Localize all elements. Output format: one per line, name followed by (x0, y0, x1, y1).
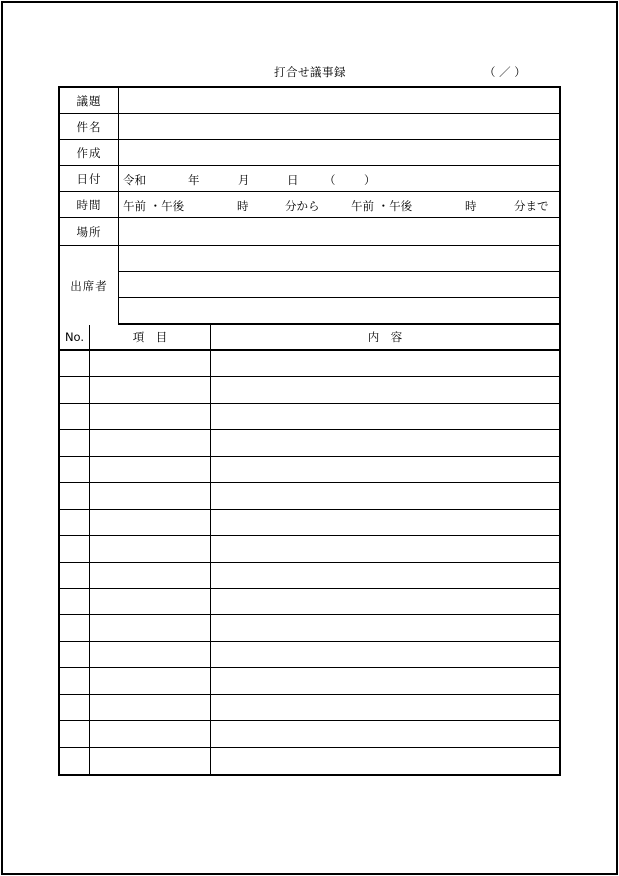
row-time (60, 192, 559, 218)
row-author (60, 140, 559, 166)
end-hour-text: 時 (465, 199, 477, 213)
table-row[interactable] (60, 721, 559, 747)
minutes-form (58, 86, 561, 776)
table-row[interactable] (60, 615, 559, 641)
row-subject (60, 114, 559, 140)
table-row[interactable] (60, 351, 559, 377)
day-text: 日 (287, 173, 299, 187)
table-row[interactable] (60, 457, 559, 483)
date-field[interactable] (119, 166, 559, 191)
column-content: 内 容 (367, 330, 403, 344)
place-label: 場所 (60, 218, 119, 245)
table-row[interactable] (60, 642, 559, 668)
attendee-line[interactable] (119, 298, 559, 325)
table-row[interactable] (60, 510, 559, 536)
month-text: 月 (238, 173, 250, 187)
weekday-open-paren: （ (324, 173, 336, 187)
column-item: 項 目 (132, 330, 168, 344)
date-label: 日付 (60, 166, 119, 191)
subject-field[interactable] (119, 114, 559, 139)
items-table-header (60, 325, 559, 351)
column-divider (210, 325, 211, 774)
author-label: 作成 (60, 140, 119, 165)
table-row[interactable] (60, 430, 559, 456)
table-row[interactable] (60, 563, 559, 589)
time-field[interactable] (119, 192, 559, 217)
attendees-label: 出席者 (60, 246, 119, 325)
place-field[interactable] (119, 218, 559, 245)
column-no: No. (64, 330, 85, 344)
topic-label: 議題 (60, 88, 119, 113)
column-divider (89, 325, 90, 774)
era-text: 令和 (123, 173, 146, 187)
table-row[interactable] (60, 748, 559, 774)
start-ampm-text: 午前 ・午後 (123, 199, 185, 213)
subject-label: 件名 (60, 114, 119, 139)
row-place (60, 218, 559, 246)
page-number: （ ／ ） (484, 65, 526, 79)
start-minute-text: 分から (285, 199, 320, 213)
table-row[interactable] (60, 404, 559, 430)
end-ampm-text: 午前 ・午後 (351, 199, 413, 213)
topic-field[interactable] (119, 88, 559, 113)
author-field[interactable] (119, 140, 559, 165)
weekday-close-paren: ） (364, 173, 376, 187)
year-text: 年 (188, 173, 200, 187)
table-row[interactable] (60, 668, 559, 694)
row-topic (60, 88, 559, 114)
table-row[interactable] (60, 589, 559, 615)
end-minute-text: 分まで (514, 199, 549, 213)
table-row[interactable] (60, 695, 559, 721)
table-row[interactable] (60, 536, 559, 562)
table-row[interactable] (60, 377, 559, 403)
table-row[interactable] (60, 483, 559, 509)
document-title: 打合せ議事録 (274, 65, 346, 79)
time-label: 時間 (60, 192, 119, 217)
attendee-line[interactable] (119, 246, 559, 272)
row-date (60, 166, 559, 192)
start-hour-text: 時 (237, 199, 249, 213)
attendee-line[interactable] (119, 272, 559, 298)
